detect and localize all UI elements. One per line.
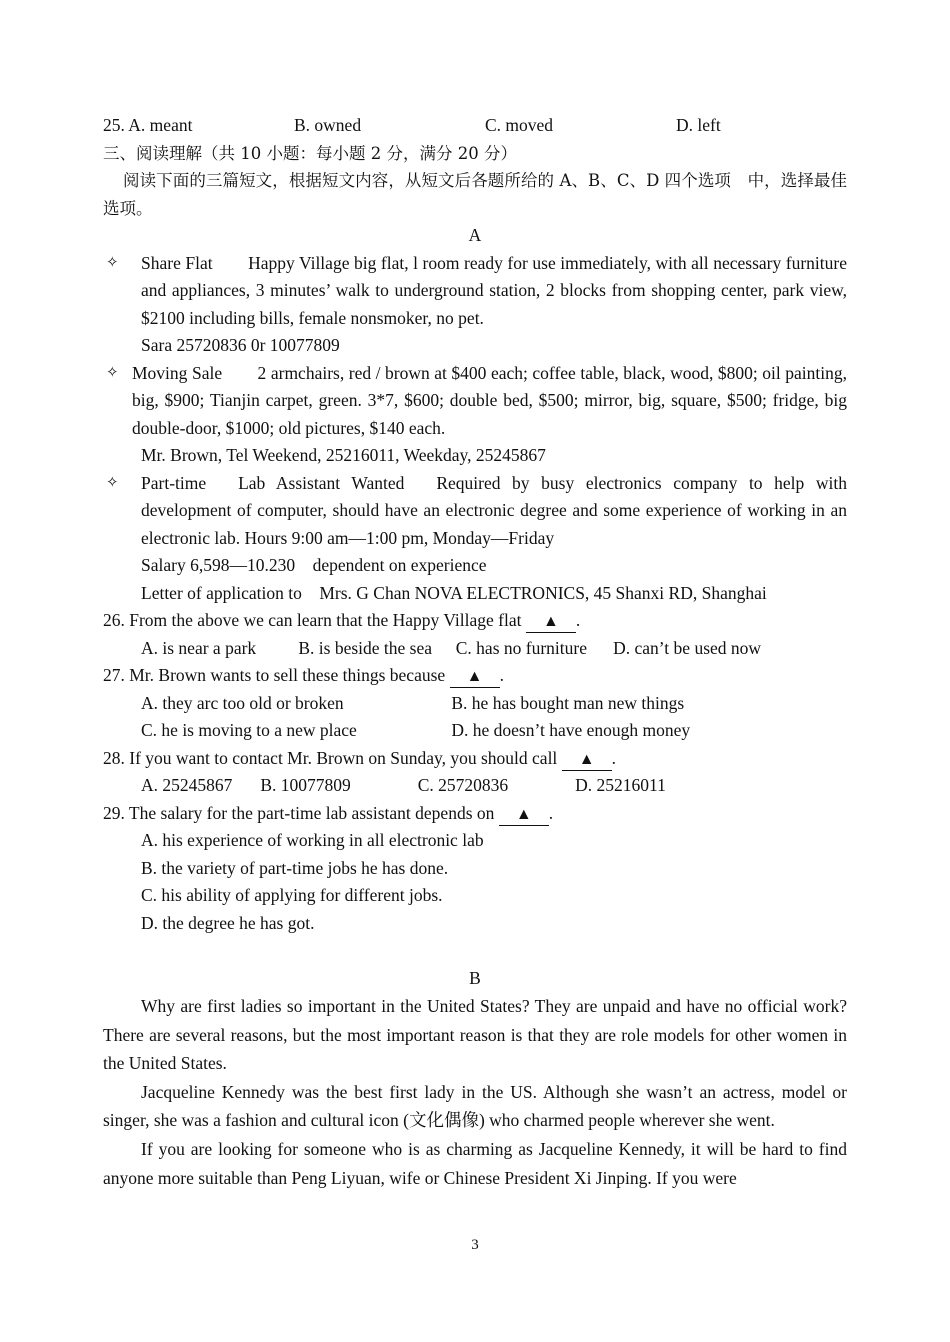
question-stem: 26. From the above we can learn that the Happy Village flat: [103, 610, 522, 630]
option-b[interactable]: B. he has bought man new things: [451, 692, 685, 713]
ad-contact: Letter of application to Mrs. G Chan NOVA ELECTRONICS, 45 Shanxi RD, Shanghai: [141, 582, 767, 603]
passage-b-paragraph: If you are looking for someone who is as charming as Jacqueline Kennedy, it will be hard to find anyone more suitable than Peng Liyuan, wife or Chinese President Xi Jinping. If you were: [103, 1138, 847, 1188]
ad-text: Moving Sale 2 armchairs, red / brown at $400 each; coffee table, black, wood, $800; oil painting, big, $900; Tianjin carpet, green. 3*7, $600; double bed, $500; mirror, big, square, $500; fridge, big double-door, $1000; old pictures, $140 each.: [132, 362, 847, 438]
passage-b-paragraph: Why are first ladies so important in the United States? They are unpaid and have no official work? There are several reasons, but the most important reason is that they are role models for other women in the United States.: [103, 996, 847, 1074]
option-c[interactable]: C. 25720836: [417, 775, 509, 795]
ad-contact: Mr. Brown, Tel Weekend, 25216011, Weekday, 25245867: [141, 445, 546, 465]
option-a[interactable]: A. they arc too old or broken: [141, 692, 344, 713]
page-number: 3: [471, 1237, 479, 1253]
question-28: 28. If you want to contact Mr. Brown on Sunday, you should call ▲ .: [103, 745, 847, 773]
diamond-bullet-icon: ✧: [106, 364, 119, 381]
exam-page: [103, 112, 847, 1192]
option-c[interactable]: C. his ability of applying for different jobs.: [141, 885, 443, 905]
diamond-bullet-icon: ✧: [106, 254, 119, 271]
ad-text: Part-time Lab Assistant Wanted Required by busy electronics company to help with development of computer, should have an electronic degree and some experience of working in an electronic lab. Hours 9:00 am—1:00 pm, Monday—Friday: [141, 472, 847, 548]
question-27-options-row1: [103, 690, 847, 718]
question-25-options: [103, 112, 847, 140]
q25-option-c: C. moved: [485, 115, 554, 135]
ad-moving-sale: [103, 360, 847, 470]
question-26-options: [103, 635, 847, 663]
question-27: 27. Mr. Brown wants to sell these things because ▲ .: [103, 662, 847, 690]
answer-blank[interactable]: ▲: [499, 805, 549, 826]
passage-b-paragraph: Jacqueline Kennedy was the best first lady in the US. Although she wasn’t an actress, model or singer, she was a fashion and cultural icon (文化偶像) who charmed people wherever she went.: [103, 1081, 847, 1131]
option-d[interactable]: D. the degree he has got.: [141, 912, 315, 933]
answer-blank[interactable]: ▲: [450, 667, 500, 688]
option-b[interactable]: B. is beside the sea: [298, 637, 433, 658]
q25-option-b: B. owned: [294, 115, 362, 135]
option-d[interactable]: D. he doesn’t have enough money: [451, 720, 691, 740]
question-stem: 27. Mr. Brown wants to sell these things because: [103, 665, 446, 685]
option-c[interactable]: C. has no furniture: [455, 637, 587, 658]
ad-text: Share Flat Happy Village big flat, l room ready for use immediately, with all necessary furniture and appliances, 3 minutes’ walk to underground station, 2 blocks from shopping center, park view, $2100 including bills, female nonsmoker, no pet.: [141, 252, 847, 328]
option-d[interactable]: D. can’t be used now: [613, 637, 762, 658]
q25-option-d: D. left: [676, 115, 721, 135]
question-26: 26. From the above we can learn that the Happy Village flat ▲ .: [103, 607, 847, 635]
question-27-options-row2: [103, 717, 847, 745]
option-b[interactable]: B. the variety of part-time jobs he has done.: [141, 857, 449, 878]
ad-share-flat: [103, 250, 847, 360]
q25-option-a: 25. A. meant: [103, 115, 193, 135]
passage-b-label: B: [469, 967, 481, 988]
instructions: 阅读下面的三篇短文，根据短文内容，从短文后各题所给的 A、B、C、D 四个选项 中，选择最佳选项。: [103, 171, 847, 218]
question-stem: 28. If you want to contact Mr. Brown on Sunday, you should call: [103, 747, 558, 768]
diamond-bullet-icon: ✧: [106, 474, 119, 491]
option-c[interactable]: C. he is moving to a new place: [141, 720, 357, 740]
question-28-options: [103, 772, 847, 800]
spacer: [103, 937, 847, 965]
question-29: 29. The salary for the part-time lab assistant depends on ▲ .: [103, 800, 847, 828]
option-d[interactable]: D. 25216011: [575, 775, 666, 795]
question-stem: 29. The salary for the part-time lab assistant depends on: [103, 802, 495, 823]
ad-salary: Salary 6,598—10.230 dependent on experience: [141, 555, 487, 575]
ad-lab-assistant: [103, 470, 847, 608]
option-b[interactable]: B. 10077809: [260, 775, 351, 795]
section-title: 三、阅读理解（共 10 小题：每小题 2 分，满分 20 分）: [103, 143, 517, 163]
passage-a-label: A: [468, 225, 482, 245]
option-a[interactable]: A. 25245867: [141, 775, 233, 795]
ad-contact: Sara 25720836 0r 10077809: [141, 335, 340, 355]
answer-blank[interactable]: ▲: [562, 750, 612, 771]
option-a[interactable]: A. his experience of working in all electronic lab: [141, 830, 484, 850]
option-a[interactable]: A. is near a park: [141, 637, 257, 658]
answer-blank[interactable]: ▲: [526, 612, 576, 633]
